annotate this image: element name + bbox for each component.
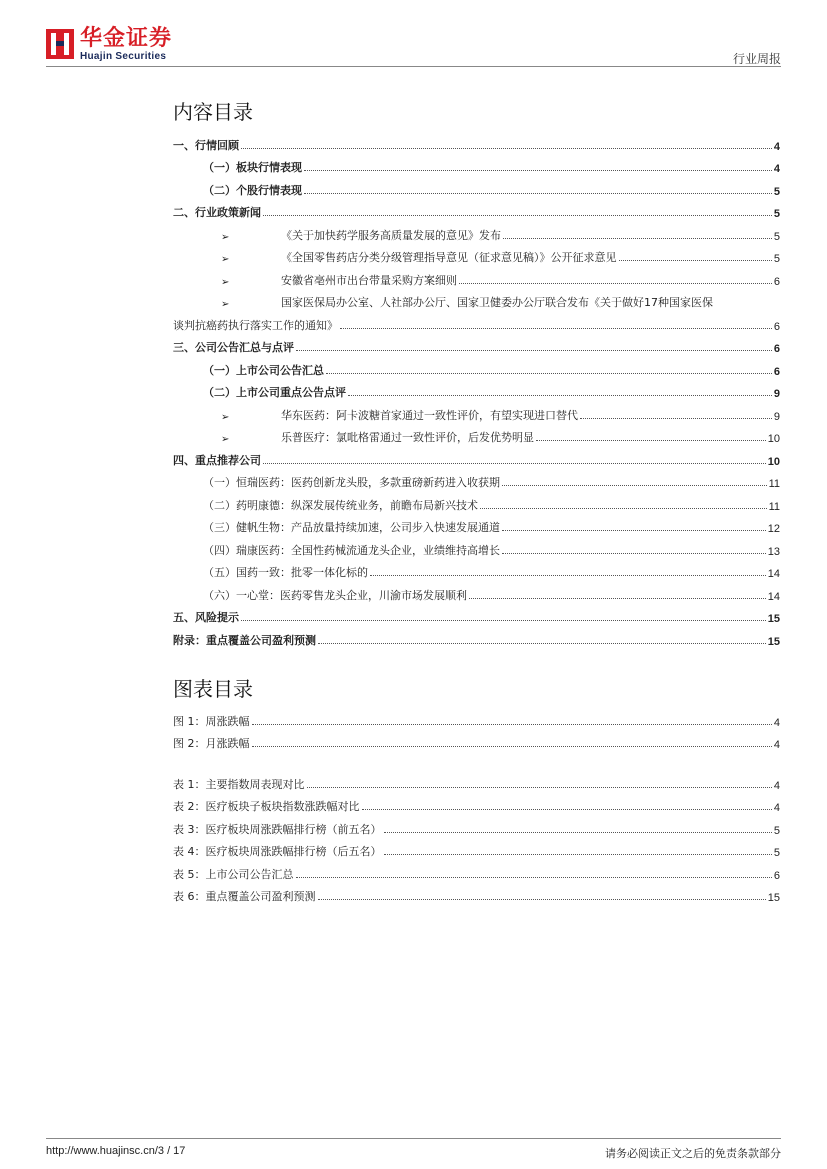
table-entry[interactable] — [173, 814, 780, 837]
table-entry[interactable] — [173, 859, 780, 882]
leader-dots — [348, 395, 772, 396]
toc-entry[interactable] — [173, 490, 780, 513]
toc-entry[interactable] — [173, 513, 780, 536]
toc-entry[interactable] — [173, 220, 780, 243]
toc-entry-page: 11 — [768, 478, 780, 490]
toc-entry-text: 谈判抗癌药执行落实工作的通知》 — [173, 318, 338, 332]
leader-dots — [263, 463, 766, 464]
toc-entry-page: 6 — [773, 320, 780, 333]
leader-dots — [384, 832, 772, 833]
toc-entry-page: 5 — [773, 230, 780, 243]
toc-entry[interactable] — [173, 445, 780, 468]
header-divider — [46, 66, 781, 67]
toc-entry[interactable] — [173, 423, 780, 446]
table-entry[interactable] — [173, 769, 780, 792]
toc-entry-page: 11 — [768, 500, 780, 513]
toc-entry-text: （一）上市公司公告汇总 — [203, 363, 324, 377]
table-entry[interactable] — [173, 792, 780, 815]
toc-entry-text: 华东医药：阿卡波糖首家通过一致性评价，有望实现进口替代 — [281, 408, 578, 422]
toc-entry-text: （一）恒瑞医药：医药创新龙头股，多款重磅新药进入收获期 — [203, 476, 500, 489]
toc-entry-page: 15 — [767, 613, 780, 625]
toc-entry-page: 5 — [773, 185, 780, 198]
toc-entry[interactable] — [173, 333, 780, 356]
figure-entry[interactable] — [173, 729, 780, 752]
leader-dots — [252, 746, 772, 747]
toc-entry-text: 三、公司公告汇总与点评 — [173, 341, 294, 354]
table-entry-text: 表 1：主要指数周表现对比 — [173, 777, 305, 791]
table-entry-page: 5 — [773, 824, 780, 837]
leader-dots — [370, 575, 766, 576]
leader-dots — [362, 809, 772, 810]
figure-entry[interactable] — [173, 706, 780, 729]
figure-entry-text: 图 2：月涨跌幅 — [173, 737, 250, 750]
table-entry-page: 6 — [773, 869, 780, 882]
table-entry[interactable] — [173, 882, 780, 905]
toc-entry-page: 5 — [773, 253, 780, 265]
page-header — [0, 0, 827, 70]
leader-dots — [318, 643, 766, 644]
toc-entry-page: 4 — [773, 163, 780, 175]
toc-entry-text: 《全国零售药店分类分级管理指导意见（征求意见稿）》公开征求意见 — [281, 251, 617, 264]
toc-entry[interactable] — [173, 265, 780, 288]
bullet-arrow-icon: ➢ — [221, 254, 230, 265]
toc-entry-text: 四、重点推荐公司 — [173, 453, 261, 467]
table-entry[interactable] — [173, 837, 780, 860]
leader-dots — [480, 508, 767, 509]
toc-entry-text: 安徽省亳州市出台带量采购方案细则 — [281, 273, 457, 287]
footer-disclaimer: 请务必阅读正文之后的免责条款部分 — [605, 1147, 781, 1160]
huajin-logo-icon — [46, 29, 74, 59]
leader-dots — [241, 620, 766, 621]
toc-entry-page: 6 — [773, 343, 780, 355]
footer-url-page — [46, 1145, 185, 1157]
toc-entry-page: 4 — [773, 140, 780, 153]
leader-dots — [304, 193, 772, 194]
toc-entry-text: 一、行情回顾 — [173, 138, 239, 152]
figures-list — [173, 706, 780, 904]
footer-divider — [46, 1138, 781, 1139]
toc-entry[interactable] — [173, 130, 780, 153]
footer-page-number: 3 / 17 — [157, 1145, 186, 1157]
table-entry-text: 表 3：医疗板块周涨跌幅排行榜（前五名） — [173, 822, 382, 836]
bullet-arrow-icon: ➢ — [221, 231, 230, 243]
toc-entry-page: 10 — [767, 455, 780, 468]
toc-entry[interactable] — [173, 625, 780, 648]
toc-entry-text: 《关于加快药学服务高质量发展的意见》发布 — [281, 228, 501, 242]
figures-title: 图表目录 — [173, 677, 253, 701]
toc-entry[interactable] — [173, 535, 780, 558]
toc-entry-text: （三）健帆生物：产品放量持续加速，公司步入快速发展通道 — [203, 521, 500, 534]
toc-entry-text: 二、行业政策新闻 — [173, 206, 261, 219]
leader-dots — [340, 328, 772, 329]
toc-entry-page: 6 — [773, 365, 780, 378]
toc-entry-text: （二）上市公司重点公告点评 — [203, 386, 346, 399]
toc-entry-page: 14 — [767, 568, 780, 580]
leader-dots — [263, 215, 772, 216]
toc-entry[interactable] — [173, 400, 780, 423]
toc-entry-text: 国家医保局办公室、人社部办公厅、国家卫健委办公厅联合发布《关于做好17种国家医保 — [281, 296, 713, 309]
toc-entry[interactable] — [173, 558, 780, 581]
footer-url[interactable]: http://www.huajinsc.cn/ — [46, 1145, 158, 1157]
figure-entry-page: 4 — [773, 739, 780, 751]
brand-name-cn: 华金证券 — [80, 26, 173, 51]
table-entry-page: 5 — [773, 847, 780, 859]
toc-entry[interactable] — [173, 175, 780, 198]
leader-dots — [580, 418, 772, 419]
toc-entry[interactable] — [173, 153, 780, 176]
table-entry-text: 表 4：医疗板块周涨跌幅排行榜（后五名） — [173, 845, 382, 858]
toc-entry[interactable] — [173, 288, 780, 311]
leader-dots — [307, 787, 772, 788]
toc-entry[interactable] — [173, 603, 780, 626]
toc-entry[interactable] — [173, 580, 780, 603]
figure-entry-page: 4 — [773, 716, 780, 729]
report-type: 行业周报 — [732, 52, 781, 66]
spacer — [173, 751, 780, 769]
leader-dots — [502, 530, 766, 531]
contents-title: 内容目录 — [173, 100, 253, 124]
leader-dots — [318, 899, 766, 900]
leader-dots — [384, 854, 772, 855]
leader-dots — [619, 260, 772, 261]
toc-entry-page: 14 — [767, 590, 780, 603]
toc-entry[interactable] — [173, 378, 780, 401]
leader-dots — [296, 350, 772, 351]
toc-entry-text: （五）国药一致：批零一体化标的 — [203, 566, 368, 579]
table-entry-page: 15 — [767, 892, 780, 904]
bullet-arrow-icon: ➢ — [221, 299, 230, 310]
brand-name-en: Huajin Securities — [80, 51, 167, 62]
toc-entry-page: 12 — [767, 523, 780, 535]
toc-entry-page: 15 — [767, 635, 780, 648]
toc-entry-page: 9 — [773, 410, 780, 423]
leader-dots — [503, 238, 772, 239]
toc-entry-page: 9 — [773, 388, 780, 400]
leader-dots — [459, 283, 772, 284]
toc-entry-text: 附录：重点覆盖公司盈利预测 — [173, 633, 316, 647]
leader-dots — [536, 440, 766, 441]
leader-dots — [252, 724, 772, 725]
toc-entry-page: 10 — [767, 433, 780, 445]
toc-entry[interactable] — [173, 198, 780, 221]
leader-dots — [326, 373, 772, 374]
toc-entry-text: （二）药明康德：纵深发展传统业务，前瞻布局新兴技术 — [203, 498, 478, 512]
toc-entry[interactable] — [173, 468, 780, 491]
toc-entry[interactable] — [173, 355, 780, 378]
toc-entry-text: （四）瑞康医药：全国性药械流通龙头企业，业绩维持高增长 — [203, 543, 500, 557]
bullet-arrow-icon: ➢ — [221, 276, 230, 288]
toc-entry-page: 13 — [767, 545, 780, 558]
toc-entry-text: （二）个股行情表现 — [203, 183, 302, 197]
leader-dots — [502, 553, 766, 554]
leader-dots — [241, 148, 772, 149]
toc-entry-text: （六）一心堂：医药零售龙头企业，川渝市场发展顺利 — [203, 588, 467, 602]
contents-list — [173, 130, 780, 648]
toc-entry[interactable] — [173, 243, 780, 266]
table-entry-text: 表 6：重点覆盖公司盈利预测 — [173, 890, 316, 903]
toc-entry-text: 五、风险提示 — [173, 611, 239, 624]
leader-dots — [304, 170, 772, 171]
table-entry-page: 4 — [773, 802, 780, 814]
toc-entry-page: 6 — [773, 275, 780, 288]
toc-entry-page: 5 — [773, 208, 780, 220]
toc-entry-text: （一）板块行情表现 — [203, 161, 302, 174]
leader-dots — [296, 877, 772, 878]
bullet-arrow-icon: ➢ — [221, 411, 230, 423]
table-entry-page: 4 — [773, 779, 780, 792]
leader-dots — [469, 598, 766, 599]
table-entry-text: 表 5：上市公司公告汇总 — [173, 867, 294, 881]
toc-entry-text: 乐普医疗：氯吡格雷通过一致性评价，后发优势明显 — [281, 431, 534, 444]
table-entry-text: 表 2：医疗板块子板块指数涨跌幅对比 — [173, 800, 360, 813]
leader-dots — [502, 485, 767, 486]
toc-entry-continuation[interactable] — [173, 310, 780, 333]
bullet-arrow-icon: ➢ — [221, 434, 230, 445]
figure-entry-text: 图 1：周涨跌幅 — [173, 714, 250, 728]
